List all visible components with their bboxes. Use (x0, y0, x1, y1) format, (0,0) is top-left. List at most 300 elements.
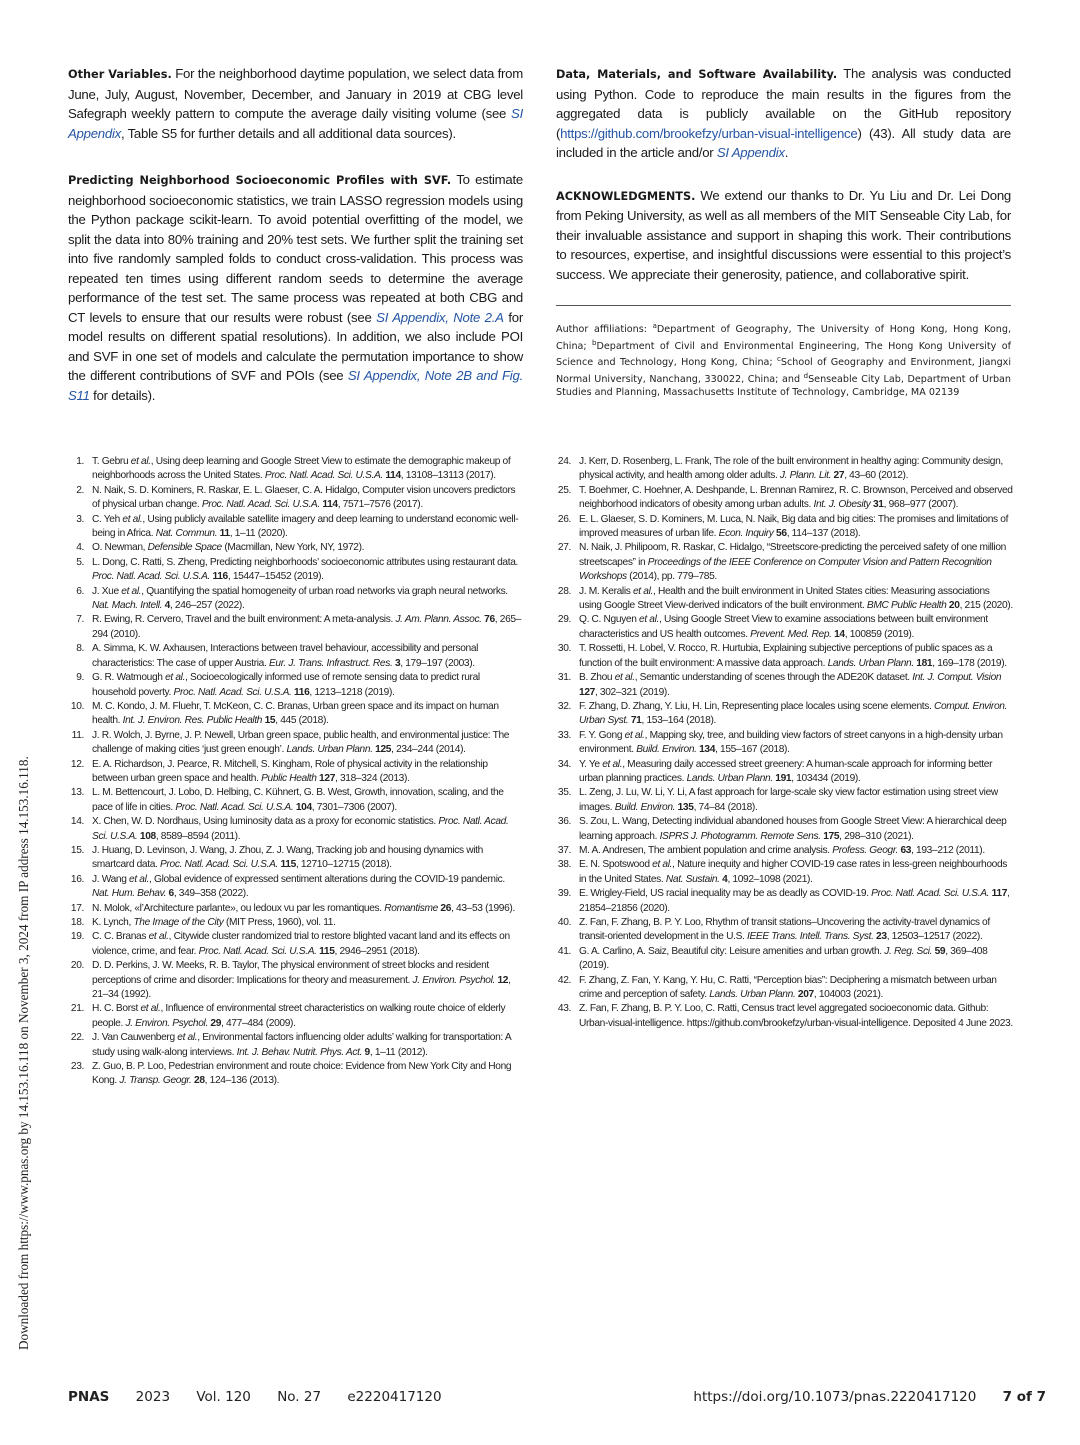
text-run: J. Van Cauwenberg (92, 1032, 178, 1044)
volume-number: 28 (191, 1075, 205, 1087)
footer-page-number: 7 of 7 (1002, 1389, 1046, 1405)
text-run: N. Naik, S. D. Kominers, R. Raskar, E. L. Glaeser, C. A. Hidalgo, Computer vision uncovers predictors of physical urban change. (92, 484, 516, 511)
italic-text: Romantisme (384, 902, 438, 914)
reference-number: 35. (557, 787, 571, 799)
reference-number: 39. (557, 888, 571, 900)
text-run: Y. Ye (579, 758, 603, 770)
affiliation-text: School of Geography and Environment, Jiangxi Normal University, Nanchang, 330022, China; and (556, 357, 1012, 385)
reference-number: 10. (70, 700, 84, 712)
italic-text: ISPRS J. Photogramm. Remote Sens. (659, 830, 821, 842)
italic-text: Proc. Natl. Acad. Sci. U.S.A. (871, 888, 990, 900)
text-run: for details). (89, 387, 156, 403)
volume-number: 108 (137, 830, 156, 842)
text-run: J. M. Keralis (579, 585, 633, 597)
reference-item (553, 858, 1013, 887)
volume-number: 20 (946, 600, 960, 612)
text-run: , Socioecologically informed use of remote sensing data to predict rural household poverty. (92, 672, 480, 698)
italic-text: Nat. Mach. Intell. (92, 600, 163, 612)
italic-text: Nat. Commun. (155, 528, 218, 540)
text-run: L. M. Bettencourt, J. Lobo, D. Helbing, C. Kühnert, G. B. West, Growth, innovation, scaling, and the pace of life in cities. (92, 787, 504, 813)
text-run: G. R. Watmough (92, 672, 166, 684)
text-run: , Quantifying the spatial homogeneity of urban road networks via graph neural networks. (141, 585, 508, 597)
reference-item (66, 758, 524, 787)
text-run: , Nature inequity and higher COVID-19 case rates in less-green neighbourhoods in the United States. (579, 859, 1008, 885)
italic-text: IEEE Trans. Intell. Trans. Syst. (747, 931, 874, 943)
text-run: C. C. Branas (92, 931, 149, 943)
reference-number: 24. (557, 456, 571, 467)
text-run: , 298–310 (2021). (839, 830, 914, 842)
volume-number: 23 (873, 931, 887, 943)
reference-number: 6. (76, 585, 84, 597)
italic-text: Nat. Sustain. (665, 873, 720, 885)
text-run: , 318–324 (2013). (335, 772, 410, 784)
text-run: The analysis was conducted using Python. Code to reproduce the main results in the figures from the aggregated data is publicly available on the GitHub repository ( (556, 66, 1012, 141)
italic-text: Proc. Natl. Acad. Sci. U.S.A. (92, 571, 210, 583)
reference-number: 25. (557, 484, 571, 496)
reference-number: 38. (557, 859, 571, 871)
section-heading: ACKNOWLEDGMENTS. (556, 189, 696, 203)
italic-text: Public Health (261, 772, 317, 784)
reference-item (66, 541, 524, 555)
reference-item (553, 916, 1013, 945)
text-run: , 12503–12517 (2022). (886, 931, 983, 943)
volume-number: 116 (291, 686, 310, 698)
text-run: E. A. Richardson, J. Pearce, R. Mitchell, S. Kingham, Role of physical activity in the relationship between urban green space and health. (92, 758, 488, 784)
volume-number: 11 (217, 528, 230, 540)
text-run: , Semantic understanding of scenes through the ADE20K dataset. (634, 672, 913, 684)
text-run: , 12710–12715 (2018). (295, 859, 392, 871)
text-run: , 302–321 (2019). (594, 686, 670, 698)
reference-item (66, 1060, 524, 1089)
italic-text: Defensible Space (147, 542, 222, 554)
text-run: , 21–34 (1992). (92, 974, 511, 1001)
italic-text: et al. (177, 1032, 198, 1044)
reference-item (553, 786, 1013, 815)
reference-number: 42. (557, 974, 571, 986)
text-run: L. Dong, C. Ratti, S. Zheng, Predicting neighborhoods’ socioeconomic attributes using restaurant data. (92, 556, 519, 568)
text-run: , 179–197 (2003). (400, 657, 475, 669)
reference-number: 15. (70, 844, 84, 856)
reference-item (66, 873, 524, 902)
right-body-column (556, 64, 1011, 284)
volume-number: 27 (831, 470, 845, 482)
text-run: E. Wrigley-Field, US racial inequality may be as deadly as COVID-19. (579, 888, 872, 900)
reference-item (66, 844, 524, 873)
reference-item (66, 959, 524, 1002)
text-run: , Using publicly available satellite imagery and deep learning to understand economic well-being in Africa. (92, 513, 519, 540)
reference-item (553, 974, 1013, 1003)
italic-text: et al. (121, 585, 142, 597)
volume-number: 114 (319, 499, 338, 511)
footer-issue: No. 27 (277, 1389, 322, 1405)
text-run: F. Zhang, D. Zhang, Y. Liu, H. Lin, Representing place locales using scene elements. (579, 700, 934, 712)
italic-text: et al. (632, 585, 653, 597)
reference-item (553, 844, 1013, 858)
text-run: E. N. Spotswood (579, 859, 653, 871)
text-run: Q. C. Nguyen (579, 614, 639, 626)
affiliation-text: Department of Geography, The University of Hong Kong, Hong Kong, China; (556, 324, 1012, 352)
italic-text: J. Reg. Sci. (884, 945, 933, 957)
italic-text: Nat. Hum. Behav. (92, 888, 167, 900)
text-run: , 21854–21856 (2020). (579, 888, 1010, 914)
italic-text: J. Am. Plann. Assoc. (395, 614, 482, 626)
text-run: , 13108–13113 (2017). (400, 470, 496, 482)
text-run: A. Simma, K. W. Axhausen, Interactions between travel behaviour, accessibility and personal characteristics: The case of upper Austria. (92, 643, 479, 669)
text-run: , 153–164 (2018). (641, 715, 716, 727)
text-run: , Global evidence of expressed sentiment alterations during the COVID-19 pandemic. (149, 873, 505, 885)
text-run: , 7571–7576 (2017). (337, 499, 423, 511)
volume-number: 114 (382, 470, 401, 482)
si-appendix-link[interactable]: SI Appendix, Note 2B and Fig. S11 (68, 368, 523, 403)
reference-number: 31. (557, 672, 571, 684)
text-run: . (784, 145, 789, 160)
reference-item (553, 613, 1013, 642)
section-data-availability (556, 64, 1011, 163)
si-appendix-link[interactable]: SI Appendix, Note 2.A (376, 309, 504, 325)
reference-item (553, 513, 1013, 542)
italic-text: et al. (602, 758, 623, 770)
si-appendix-link[interactable]: SI Appendix (716, 145, 785, 160)
volume-number: 29 (207, 1017, 222, 1029)
volume-number: 134 (696, 744, 716, 756)
reference-number: 17. (70, 902, 84, 914)
text-run: F. Zhang, Z. Fan, Y. Kang, Y. Hu, C. Ratti, “Perception bias”: Deciphering a mismatch between urban crime and perception of safety. (579, 974, 997, 1001)
text-run: H. C. Borst (92, 1003, 141, 1015)
volume-number: 9 (362, 1046, 370, 1058)
text-run: L. Zeng, J. Lu, W. Li, Y. Li, A fast approach for large-scale sky view factor estimation using street view images. (579, 787, 998, 813)
text-run: R. Ewing, R. Cervero, Travel and the built environment: A meta-analysis. (92, 614, 396, 626)
volume-number: 26 (437, 902, 452, 914)
reference-number: 16. (70, 873, 84, 885)
text-run: (MIT Press, 1960), vol. 11. (223, 917, 336, 928)
italic-text: Lands. Urban Plann. (686, 772, 773, 784)
section-other-variables (68, 64, 523, 143)
reference-item (553, 671, 1013, 700)
text-run: S. Zou, L. Wang, Detecting individual abandoned houses from Google Street View: A hierarchical deep learning approach. (579, 816, 1007, 842)
volume-number: 71 (628, 715, 642, 727)
reference-item (553, 541, 1013, 584)
volume-number: 59 (932, 945, 946, 957)
italic-text: Proc. Natl. Acad. Sci. U.S.A. (92, 816, 509, 842)
reference-item (66, 585, 524, 614)
text-run: ) (43). All study data are included in the article and/or (556, 125, 1011, 160)
volume-number: 31 (870, 499, 884, 511)
text-run: For the neighborhood daytime population, we select data from June, July, August, November, December, and January in 2019 at CBG level Safegraph weekly pattern to compute the average daily visiting volume (see (68, 66, 523, 121)
text-run: , 193–212 (2011). (911, 844, 985, 856)
reference-number: 21. (70, 1003, 84, 1015)
reference-item (66, 455, 524, 484)
volume-number: 63 (897, 844, 912, 856)
reference-number: 30. (557, 643, 571, 655)
text-run: , 1092–1098 (2021). (727, 873, 813, 885)
text-run: , 155–167 (2018). (715, 744, 790, 756)
affiliations-divider (556, 305, 1011, 306)
text-run: K. Lynch, (92, 917, 134, 928)
reference-number: 7. (76, 614, 84, 626)
text-run: , 246–257 (2022). (169, 600, 245, 612)
volume-number: 207 (795, 989, 814, 1001)
italic-text: Proc. Natl. Acad. Sci. U.S.A. (173, 686, 292, 698)
italic-text: Int. J. Environ. Res. Public Health (122, 715, 263, 727)
reference-number: 23. (70, 1061, 84, 1073)
italic-text: Proc. Natl. Acad. Sci. U.S.A. (198, 945, 317, 957)
text-run: N. Molok, «l’Architecture parlante», ou ledoux vu par les romantiques. (92, 902, 385, 914)
text-run: , 369–408 (2019). (579, 945, 988, 972)
reference-number: 8. (76, 643, 84, 655)
left-body-column (68, 64, 523, 405)
reference-number: 32. (557, 700, 571, 712)
reference-item (66, 671, 524, 700)
footer-journal: PNAS (68, 1389, 110, 1405)
reference-item (66, 700, 524, 729)
italic-text: Eur. J. Trans. Infrastruct. Res. (268, 657, 393, 669)
page-footer-left (68, 1389, 464, 1405)
text-run: , 2946–2951 (2018). (334, 945, 420, 957)
italic-text: J. Environ. Psychol. (412, 974, 495, 986)
italic-text: et al. (639, 614, 659, 626)
reference-number: 9. (76, 672, 84, 684)
reference-item (66, 916, 524, 930)
volume-number: 175 (820, 830, 840, 842)
text-run: To estimate neighborhood socioeconomic statistics, we train LASSO regression models using the Python package scikit-learn. To avoid potential overfitting of the model, we split the data into 80% training and 20% test sets. We further split the training set into five randomly sampled folds to conduct cross-validation. This process was repeated ten times using different random seeds to determine the average performance of the test set. The same process was repeated at both CBG and CT levels to ensure that our results were robust (see (68, 172, 523, 325)
italic-text: Prevent. Med. Rep. (750, 628, 832, 640)
italic-text: Comput. Environ. Urban Syst. (579, 700, 1008, 727)
text-run: , 74–84 (2018). (693, 801, 758, 813)
reference-item (66, 642, 524, 671)
italic-text: Proc. Natl. Acad. Sci. U.S.A. (175, 801, 294, 813)
reference-item (66, 902, 524, 916)
reference-number: 34. (557, 758, 571, 770)
italic-text: J. Transp. Geogr. (119, 1075, 192, 1087)
text-run: B. Zhou (579, 672, 615, 684)
italic-text: et al. (129, 873, 150, 885)
reference-number: 28. (557, 585, 571, 597)
text-run: , Using Google Street View to examine associations between built environment characteristics and US health outcomes. (579, 614, 988, 640)
italic-text: et al. (624, 729, 645, 741)
italic-text: J. Environ. Psychol. (125, 1017, 208, 1029)
text-run: , 104003 (2021). (813, 989, 884, 1001)
reference-item (66, 815, 524, 844)
reference-item (553, 642, 1013, 671)
italic-text: The Image of the City (133, 917, 224, 928)
italic-text: Lands. Urban Plann. (709, 989, 796, 1001)
volume-number: 15 (262, 715, 276, 727)
text-run: , 114–137 (2018). (786, 528, 861, 540)
volume-number: 104 (293, 801, 312, 813)
text-run: E. L. Glaeser, S. D. Kominers, M. Luca, N. Naik, Big data and big cities: The promises and limitations of improved measures of urban life. (579, 513, 1009, 540)
text-run: , 477–484 (2009). (221, 1017, 296, 1029)
reference-item (66, 930, 524, 959)
section-heading: Data, Materials, and Software Availability. (556, 68, 838, 81)
italic-text: Build. Environ. (614, 801, 676, 813)
reference-item (553, 700, 1013, 729)
text-run: , 103434 (2019). (791, 772, 861, 784)
text-run: , Measuring daily accessed street greenery: A human-scale approach for informing better urban planning practices. (579, 758, 993, 784)
reference-item (553, 585, 1013, 614)
reference-number: 5. (76, 556, 84, 568)
reference-number: 2. (76, 484, 84, 496)
reference-number: 11. (71, 729, 84, 741)
text-run: , 215 (2020). (959, 600, 1013, 612)
text-run: T. Rossetti, H. Lobel, V. Rocco, R. Hurtubia, Explaining subjective perceptions of public spaces as a function of the built environment: A massive data approach. (579, 643, 993, 669)
section-acknowledgments (556, 186, 1011, 285)
text-run: , 169–178 (2019). (932, 657, 1007, 669)
text-run: Z. Guo, B. P. Loo, Pedestrian environment and route choice: Evidence from New York City and Hong Kong. (92, 1061, 512, 1087)
text-run: C. Yeh (92, 513, 123, 525)
text-run: , 1213–1218 (2019). (309, 686, 395, 698)
text-run: X. Chen, W. D. Nordhaus, Using luminosity data as a proxy for economic statistics. (92, 816, 439, 828)
reference-item (66, 729, 524, 758)
affiliations-text (556, 320, 1011, 400)
volume-number: 6 (166, 888, 174, 900)
italic-text: Int. J. Obesity (813, 499, 871, 511)
reference-item (66, 484, 524, 513)
text-run: , 234–244 (2014). (391, 744, 466, 756)
reference-item (553, 729, 1013, 758)
reference-item (66, 613, 524, 642)
reference-number: 1. (76, 456, 84, 467)
volume-number: 135 (675, 801, 694, 813)
reference-item (553, 758, 1013, 787)
section-heading: Other Variables. (68, 68, 172, 81)
text-run: for model results on different spatial resolutions). In addition, we also include POI and SVF in one set of models and calculate the permutation importance to show the different contributions of SVF and POIs (see (68, 309, 523, 383)
reference-number: 20. (70, 960, 84, 972)
reference-number: 19. (70, 931, 84, 943)
volume-number: 12 (494, 974, 509, 986)
section-predicting-profiles (68, 170, 523, 405)
italic-text: et al. (122, 513, 143, 525)
affiliation-marker: b (592, 338, 597, 347)
text-run: J. Kerr, D. Rosenberg, L. Frank, The role of the built environment in healthy aging: Community design, physical activity, and health among older adults. (579, 456, 1003, 482)
italic-text: Int. J. Behav. Nutrit. Phys. Act. (236, 1046, 363, 1058)
volume-number: 125 (372, 744, 392, 756)
volume-number: 4 (162, 600, 170, 612)
text-run: , Table S5 for further details and all additional data sources). (121, 125, 456, 141)
affiliation-text: Department of Civil and Environmental Engineering, The Hong Kong University of Science and Technology, Hong Kong, China; (556, 340, 1011, 369)
text-run: M. A. Andresen, The ambient population and crime analysis. (579, 844, 833, 856)
text-run: , 1–11 (2012). (369, 1046, 428, 1058)
reference-number: 36. (557, 816, 571, 828)
volume-number: 14 (831, 628, 845, 640)
italic-text: Lands. Urban Plann. (827, 657, 914, 669)
text-run: , 8589–8594 (2011). (155, 830, 241, 842)
author-affiliations (556, 320, 1011, 400)
reference-number: 37. (557, 844, 571, 856)
section-heading: Predicting Neighborhood Socioeconomic Profiles with SVF. (68, 174, 452, 187)
volume-number: 181 (913, 657, 933, 669)
italic-text: et al. (165, 672, 186, 684)
affiliation-text: Senseable City Lab, Department of Urban Studies and Planning, Massachusetts Institute of Technology, Cambridge, MA 02139 (556, 373, 1011, 399)
reference-item (553, 887, 1013, 916)
text-run: , 1–11 (2020). (229, 528, 288, 540)
italic-text: Proceedings of the IEEE Conference on Computer Vision and Pattern Recognition Workshops (579, 556, 992, 583)
text-run: , 43–53 (1996). (451, 902, 515, 914)
text-run: , 100859 (2019). (844, 628, 914, 640)
volume-number: 3 (392, 657, 401, 669)
affiliation-marker: a (652, 322, 657, 330)
text-run: (2014), pp. 779–785. (626, 571, 717, 583)
reference-item (553, 815, 1013, 844)
text-run: , 445 (2018). (275, 715, 329, 727)
github-repository-link[interactable]: https://github.com/brookefzy/urban-visual-intelligence (560, 125, 858, 141)
text-run: O. Newman, (92, 542, 148, 554)
text-run: , Using deep learning and Google Street View to estimate the demographic makeup of neighborhoods across the United States. (92, 456, 511, 482)
reference-item (66, 1031, 524, 1060)
si-appendix-link[interactable]: SI Appendix (68, 106, 523, 141)
text-run: , Environmental factors influencing older adults’ walking for transportation: A study using walk-along interviews. (92, 1032, 511, 1058)
volume-number: 115 (278, 859, 296, 871)
reference-number: 26. (557, 513, 571, 525)
text-run: , 43–60 (2012). (844, 470, 909, 482)
reference-number: 40. (557, 917, 571, 928)
italic-text: Proc. Natl. Acad. Sci. U.S.A. (264, 470, 383, 482)
text-run: Z. Fan, F. Zhang, B. P. Y. Loo, C. Ratti, Census tract level aggregated socioeconomic data. Github: Urban-visual-intelligence. https://github.com/brookefzy/urban-visual-intelligence. Deposited 4 June 2023. (579, 1003, 1013, 1029)
reference-number: 43. (557, 1003, 571, 1015)
italic-text: Build. Environ. (636, 744, 697, 756)
italic-text: Profess. Geogr. (832, 844, 898, 856)
footer-volume: Vol. 120 (196, 1389, 251, 1405)
italic-text: et al. (130, 456, 151, 467)
text-run: , Health and the built environment in United States cities: Measuring associations using Google Street View-derived indicators of the built environment. (579, 585, 990, 612)
reference-number: 29. (557, 614, 571, 626)
volume-number: 116 (210, 571, 228, 583)
italic-text: et al. (614, 672, 635, 684)
reference-item (66, 786, 524, 815)
text-run: G. A. Carlino, A. Saiz, Beautiful city: Leisure amenities and urban growth. (579, 945, 885, 957)
footer-doi-link[interactable]: https://doi.org/10.1073/pnas.2220417120 (693, 1389, 977, 1405)
text-run: , Citywide cluster randomized trial to restore blighted vacant land and its effects on violence, crime, and fear. (92, 931, 510, 957)
text-run: F. Y. Gong (579, 729, 625, 741)
download-sidebar-note: Downloaded from https://www.pnas.org by 14.153.16.118 on November 3, 2024 from IP address 14.153.16.118. (16, 756, 31, 1350)
references-list-left (66, 455, 524, 1089)
volume-number: 76 (481, 614, 495, 626)
volume-number: 56 (773, 528, 787, 540)
text-run: , 15447–15452 (2019). (227, 571, 324, 583)
reference-number: 22. (70, 1032, 84, 1044)
italic-text: Lands. Urban Plann. (286, 744, 373, 756)
text-run: (Macmillan, New York, NY, 1972). (221, 542, 365, 554)
reference-number: 41. (557, 945, 571, 957)
text-run: , 265–294 (2010). (92, 614, 522, 640)
affiliations-label: Author affiliations: (556, 324, 653, 336)
text-run: , Mapping sky, tree, and building view factors of street canyons in a high-density urban environment. (579, 729, 1003, 756)
text-run: J. Huang, D. Levinson, J. Wang, J. Zhou, Z. J. Wang, Tracking job and housing dynamics with smartcard data. (92, 844, 483, 871)
text-run: Z. Fan, F. Zhang, B. P. Y. Loo, Rhythm of transit stations–Uncovering the activity-travel dynamics of transit-oriented development in the U.S. (579, 917, 990, 943)
text-run: , 7301–7306 (2007). (311, 801, 397, 813)
italic-text: BMC Public Health (866, 600, 947, 612)
reference-item (553, 455, 1013, 484)
reference-number: 33. (557, 729, 571, 741)
volume-number: 4 (719, 873, 728, 885)
italic-text: Proc. Natl. Acad. Sci. U.S.A. (201, 499, 320, 511)
text-run: T. Boehmer, C. Hoehner, A. Deshpande, L. Brennan Ramirez, R. C. Brownson, Perceived and observed neighborhood indicators of obesity among urban adults. (579, 484, 1013, 511)
italic-text: J. Plann. Lit. (779, 470, 832, 482)
text-run: We extend our thanks to Dr. Yu Liu and Dr. Lei Dong from Peking University, as well as all members of the MIT Senseable City Lab, for their invaluable assistance and support in shaping this work. Their contributions to resources, expertise, and insightful discussions were essential to this project’s success. We appreciate their generosity, patience, and collaborative spirit. (556, 187, 1011, 282)
affiliation-marker: c (777, 355, 781, 364)
reference-item (553, 945, 1013, 974)
reference-item (66, 513, 524, 542)
reference-number: 14. (70, 816, 84, 828)
italic-text: et al. (652, 859, 673, 871)
reference-number: 27. (557, 542, 571, 554)
references-list-right (553, 455, 1013, 1031)
affiliation-marker: d (803, 371, 809, 380)
reference-number: 4. (76, 542, 84, 554)
italic-text: Proc. Natl. Acad. Sci. U.S.A. (160, 859, 279, 871)
reference-number: 12. (70, 758, 84, 770)
text-run: , 124–136 (2013). (204, 1075, 280, 1087)
reference-item (553, 484, 1013, 513)
